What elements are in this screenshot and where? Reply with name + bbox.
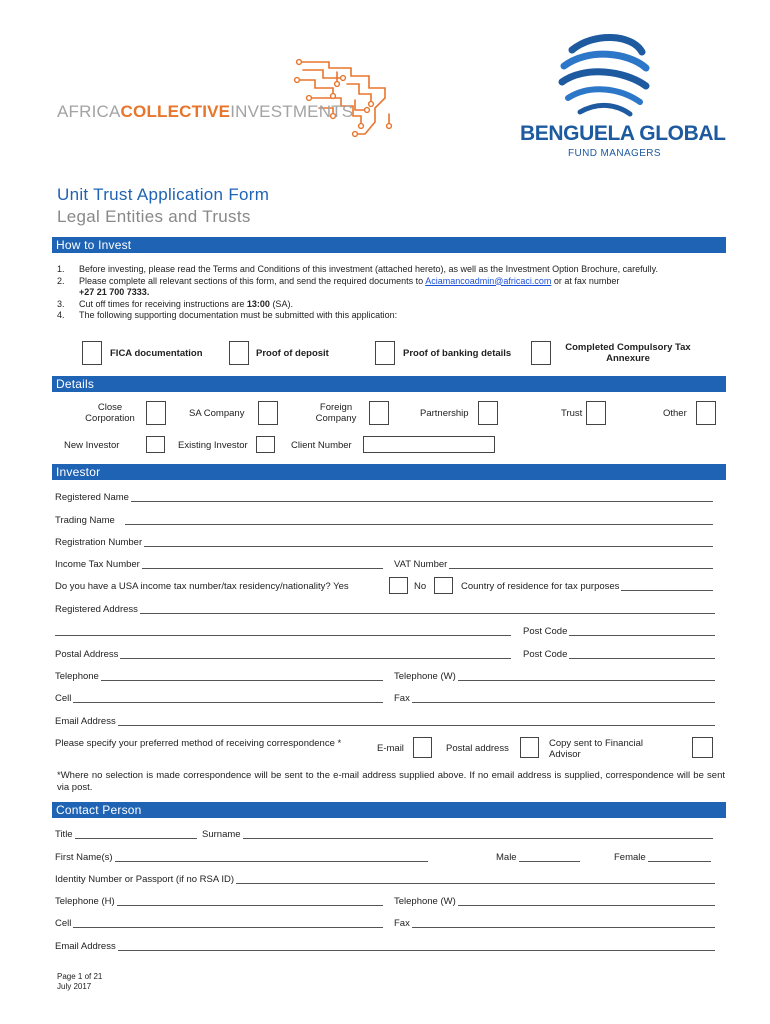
address-continuation-line[interactable] — [55, 627, 511, 636]
instruction-text: Cut off times for receiving instructions are — [79, 298, 247, 309]
telephone-w-line[interactable] — [458, 897, 715, 906]
aci-word-investments: INVESTMENTS — [230, 102, 354, 121]
banking-label: Proof of banking details — [403, 348, 512, 359]
registration-number-label: Registration Number — [55, 537, 143, 548]
instruction-text: The following supporting documentation must be submitted with this application: — [79, 310, 398, 320]
deposit-checkbox[interactable] — [229, 341, 249, 365]
female-field[interactable] — [614, 851, 711, 863]
instruction-text: or at fax number — [551, 275, 620, 286]
male-field[interactable] — [496, 851, 580, 863]
vat-number-field[interactable] — [394, 558, 713, 570]
section-header-details — [52, 376, 726, 392]
postal-post-code-field[interactable] — [523, 648, 715, 660]
surname-field[interactable] — [202, 828, 713, 840]
foreign-company-checkbox[interactable] — [369, 401, 389, 425]
benguela-subtitle: FUND MANAGERS — [568, 148, 661, 159]
vat-number-label: VAT Number — [394, 559, 448, 570]
telephone-label: Telephone — [55, 671, 99, 682]
registration-number-line[interactable] — [144, 538, 713, 547]
instruction-item — [57, 310, 727, 322]
fax-line[interactable] — [412, 694, 715, 703]
sa-company-checkbox[interactable] — [258, 401, 278, 425]
email-address-line[interactable] — [118, 717, 715, 726]
instruction-item — [57, 264, 727, 276]
aci-word-collective: COLLECTIVE — [120, 102, 231, 121]
postal-address-line[interactable] — [120, 650, 511, 659]
client-number-label: Client Number — [291, 440, 352, 451]
postal-option-checkbox[interactable] — [520, 737, 539, 758]
trust-label: Trust — [561, 408, 583, 419]
cell-label: Cell — [55, 693, 72, 704]
instruction-number: 4. — [57, 310, 65, 320]
admin-email-link[interactable]: Aciamancoadmin@africaci.com — [425, 275, 552, 286]
email-address-line[interactable] — [118, 942, 715, 951]
usa-yes-checkbox[interactable] — [389, 577, 408, 594]
post-code-line[interactable] — [569, 650, 715, 659]
swirl-globe-icon — [554, 30, 654, 122]
cutoff-time: 13:00 — [246, 298, 270, 309]
registered-name-line[interactable] — [131, 493, 713, 502]
id-number-field[interactable] — [55, 873, 715, 885]
telephone-line[interactable] — [101, 672, 383, 681]
form-title: Unit Trust Application Form — [57, 185, 270, 204]
email-option-label: E-mail — [377, 743, 404, 754]
preferred-method-label: Please specify your preferred method of receiving correspondence * — [55, 738, 342, 749]
first-names-field[interactable] — [55, 851, 428, 863]
email-address-field[interactable] — [55, 715, 715, 727]
female-line[interactable] — [648, 853, 711, 862]
telephone-w-label: Telephone (W) — [394, 896, 456, 907]
fax-line[interactable] — [412, 919, 715, 928]
copy-advisor-checkbox[interactable] — [692, 737, 713, 758]
close-corporation-checkbox[interactable] — [146, 401, 166, 425]
registered-name-label: Registered Name — [55, 492, 129, 503]
telephone-h-label: Telephone (H) — [55, 896, 115, 907]
benguela-name: BENGUELA GLOBAL — [520, 122, 726, 145]
new-investor-label: New Investor — [64, 440, 120, 451]
document-date: July 2017 — [57, 982, 92, 991]
registration-number-field[interactable] — [55, 536, 713, 548]
client-number-input[interactable] — [363, 436, 495, 453]
instruction-list — [57, 264, 727, 322]
telephone-w-label: Telephone (W) — [394, 671, 456, 682]
africa-circuit-map-icon — [289, 54, 399, 144]
id-number-label: Identity Number or Passport (if no RSA ID) — [55, 874, 234, 885]
section-header-investor — [52, 464, 726, 480]
trading-name-line[interactable] — [125, 516, 713, 525]
vat-number-line[interactable] — [449, 560, 713, 569]
telephone-w-line[interactable] — [458, 672, 715, 681]
fica-label: FICA documentation — [110, 348, 203, 359]
page-number: Page 1 of 21 — [57, 972, 103, 981]
country-residence-label: Country of residence for tax purposes — [461, 581, 620, 592]
income-tax-number-label: Income Tax Number — [55, 559, 140, 570]
close-corporation-label: Close Corporation — [85, 402, 135, 424]
country-residence-line[interactable] — [621, 582, 713, 591]
other-label: Other — [663, 408, 687, 419]
post-code-label: Post Code — [523, 626, 568, 637]
female-label: Female — [614, 852, 646, 863]
registered-name-field[interactable] — [55, 491, 713, 503]
trust-checkbox[interactable] — [586, 401, 606, 425]
fax-label: Fax — [394, 693, 410, 704]
existing-investor-label: Existing Investor — [178, 440, 248, 451]
usa-tax-question: Do you have a USA income tax number/tax residency/nationality? Yes — [55, 581, 349, 592]
tax-annexure-checkbox[interactable] — [531, 341, 551, 365]
section-header-contact-person — [52, 802, 726, 818]
instruction-number: 3. — [57, 298, 65, 309]
partnership-label: Partnership — [420, 408, 469, 419]
cell-label: Cell — [55, 918, 72, 929]
income-tax-number-field[interactable] — [55, 558, 383, 570]
cell-field[interactable] — [55, 692, 383, 704]
page-footer — [57, 972, 102, 992]
new-investor-checkbox[interactable] — [146, 436, 165, 453]
first-names-line[interactable] — [115, 853, 428, 862]
foreign-company-label: Foreign Company — [315, 402, 357, 424]
fica-checkbox[interactable] — [82, 341, 102, 365]
section-title: Details — [56, 377, 95, 391]
postal-address-field[interactable] — [55, 648, 511, 660]
country-residence-field[interactable] — [461, 580, 713, 592]
email-address-label: Email Address — [55, 941, 116, 952]
instruction-text: Please complete all relevant sections of this form, and send the required documents to — [79, 275, 426, 286]
male-label: Male — [496, 852, 517, 863]
banking-checkbox[interactable] — [375, 341, 395, 365]
tax-annexure-label: Completed Compulsory Tax Annexure — [565, 342, 691, 364]
section-title: Contact Person — [56, 803, 142, 817]
surname-label: Surname — [202, 829, 241, 840]
income-tax-number-line[interactable] — [142, 560, 383, 569]
registered-address-field[interactable] — [55, 603, 715, 615]
fax-label: Fax — [394, 918, 410, 929]
telephone-field[interactable] — [55, 670, 383, 682]
telephone-h-line[interactable] — [117, 897, 383, 906]
email-address-label: Email Address — [55, 716, 116, 727]
registered-post-code-field[interactable] — [523, 625, 715, 637]
title-line[interactable] — [75, 830, 197, 839]
surname-line[interactable] — [243, 830, 713, 839]
contact-cell-field[interactable] — [55, 917, 383, 929]
id-number-line[interactable] — [236, 875, 715, 884]
instruction-number: 2. — [57, 275, 65, 286]
partnership-checkbox[interactable] — [478, 401, 498, 425]
trading-name-label: Trading Name — [55, 515, 115, 526]
title-field[interactable] — [55, 828, 197, 840]
fax-number: +27 21 700 7333. — [79, 287, 150, 297]
title-label: Title — [55, 829, 73, 840]
section-header-how-to-invest — [52, 237, 726, 253]
copy-advisor-label: Copy sent to Financial Advisor — [549, 738, 643, 760]
form-subtitle: Legal Entities and Trusts — [57, 207, 251, 226]
male-line[interactable] — [519, 853, 580, 862]
section-title: How to Invest — [56, 238, 132, 252]
instruction-text: Before investing, please read the Terms and Conditions of this investment (attached hereto), as well as the Investment Option Brochure, carefully. — [79, 264, 658, 274]
instruction-item — [57, 276, 727, 299]
benguela-global-logo — [516, 30, 726, 170]
aci-word-africa: AFRICA — [57, 102, 121, 121]
postal-option-label: Postal address — [446, 743, 509, 754]
post-code-label: Post Code — [523, 649, 568, 660]
registered-address-line-2[interactable] — [55, 625, 511, 637]
registered-address-line[interactable] — [140, 605, 715, 614]
contact-telephone-w-field[interactable] — [394, 895, 715, 907]
section-title: Investor — [56, 465, 101, 479]
instruction-text: (SA). — [269, 298, 293, 309]
africa-collective-investments-logo — [57, 54, 397, 144]
contact-telephone-h-field[interactable] — [55, 895, 383, 907]
usa-no-label: No — [414, 581, 427, 592]
instruction-item — [57, 299, 727, 311]
cell-line[interactable] — [73, 694, 383, 703]
aci-wordmark — [57, 102, 353, 122]
first-names-label: First Name(s) — [55, 852, 113, 863]
cell-line[interactable] — [73, 919, 383, 928]
telephone-w-field[interactable] — [394, 670, 715, 682]
correspondence-note: *Where no selection is made correspondence will be sent to the e-mail address supplied above. If no email address is supplied, correspondence will be sent via post. — [57, 770, 725, 793]
contact-fax-field[interactable] — [394, 917, 715, 929]
sa-company-label: SA Company — [189, 408, 245, 419]
instruction-number: 1. — [57, 264, 65, 274]
usa-no-checkbox[interactable] — [434, 577, 453, 594]
post-code-line[interactable] — [569, 627, 715, 636]
trading-name-field[interactable] — [55, 514, 713, 526]
contact-email-address-field[interactable] — [55, 940, 715, 952]
other-checkbox[interactable] — [696, 401, 716, 425]
existing-investor-checkbox[interactable] — [256, 436, 275, 453]
fax-field[interactable] — [394, 692, 715, 704]
registered-address-label: Registered Address — [55, 604, 138, 615]
postal-address-label: Postal Address — [55, 649, 119, 660]
deposit-label: Proof of deposit — [256, 348, 329, 359]
email-option-checkbox[interactable] — [413, 737, 432, 758]
